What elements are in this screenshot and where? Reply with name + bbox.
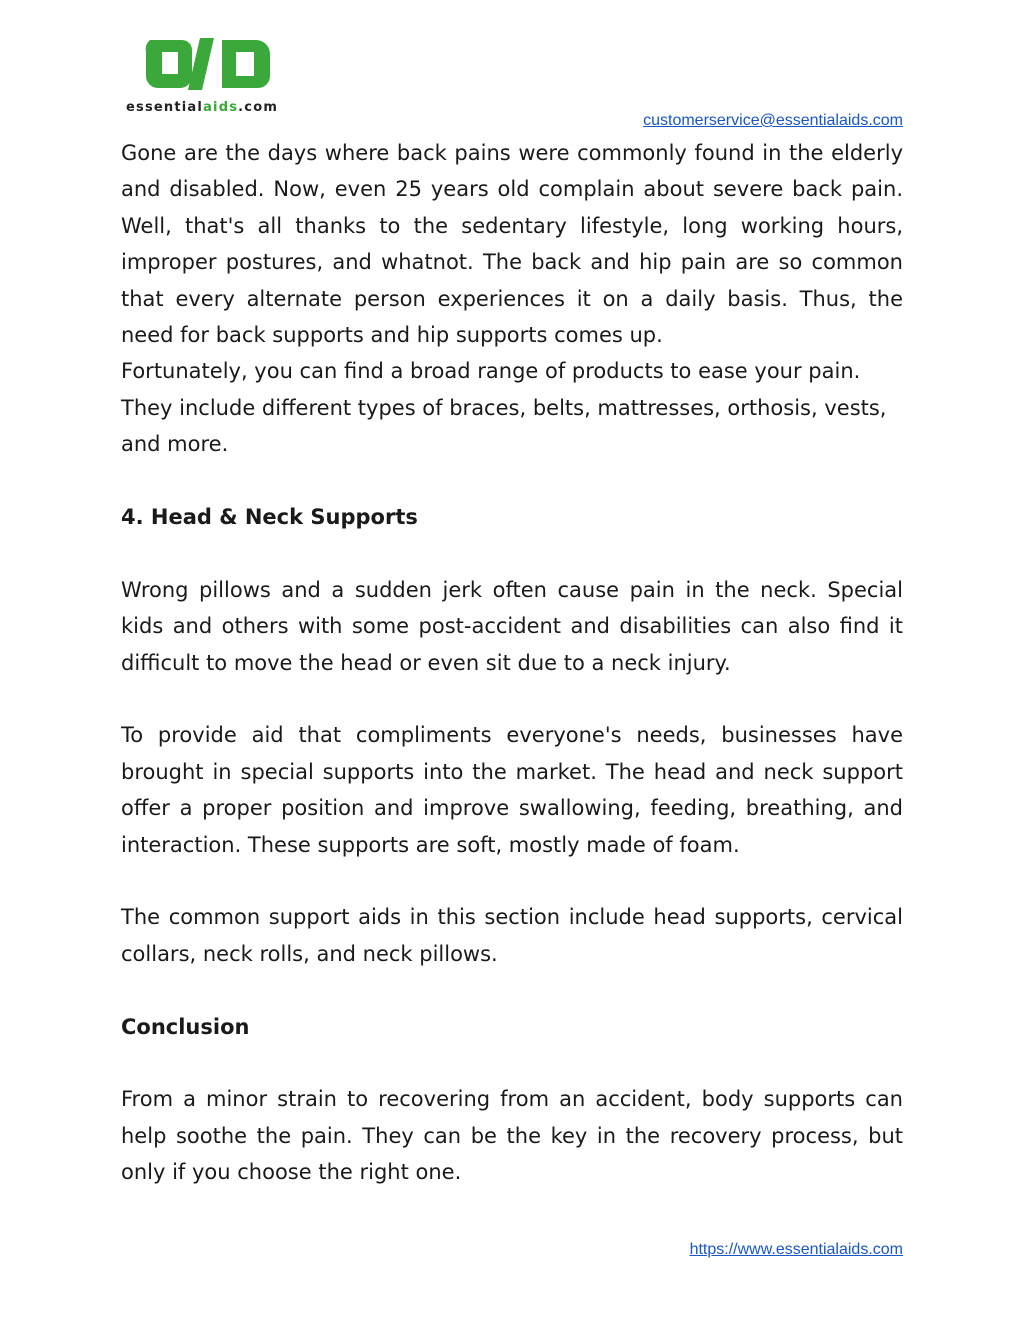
paragraph-support-aids: The common support aids in this section include head supports, cervical collars, neck rolls, and neck pillows. xyxy=(121,905,903,966)
section-heading-head-neck: 4. Head & Neck Supports xyxy=(121,505,418,530)
website-link[interactable]: https://www.essentialaids.com xyxy=(689,1241,903,1258)
section-heading-conclusion: Conclusion xyxy=(121,1014,250,1039)
paragraph-special-supports: To provide aid that compliments everyone's needs, businesses have brought in special supports into the market. The head and neck support offer a proper position and improve swallowing, feeding, breathing, and interaction. These supports are soft, mostly made of foam. xyxy=(121,723,903,857)
paragraph-neck-pain: Wrong pillows and a sudden jerk often cause pain in the neck. Special kids and others with some post-accident and disabilities can also find it difficult to move the head or even sit due to a neck injury. xyxy=(121,577,903,675)
brand-logo[interactable] xyxy=(120,34,300,126)
paragraph-conclusion: From a minor strain to recovering from an accident, body supports can help soothe the pain. They can be the key in the recovery process, but only if you choose the right one. xyxy=(121,1087,903,1185)
contact-email-link[interactable]: customerservice@essentialaids.com xyxy=(643,112,903,129)
article-body xyxy=(121,135,903,1191)
paragraph-products: Fortunately, you can find a broad range of products to ease your pain. They include different types of braces, belts, mattresses, orthosis, vests, and more. xyxy=(121,359,887,457)
paragraph-back-pain: Gone are the days where back pains were commonly found in the elderly and disabled. Now, even 25 years old complain about severe back pain. Well, that's all thanks to the sedentary lifestyle, long working hours, improper postures, and whatnot. The back and hip pain are so common that every alternate person experiences it on a daily basis. Thus, the need for back supports and hip supports comes up. xyxy=(121,141,903,348)
logo-wordmark: essentialaids.com xyxy=(126,100,279,115)
logo-mark-icon xyxy=(142,34,278,94)
